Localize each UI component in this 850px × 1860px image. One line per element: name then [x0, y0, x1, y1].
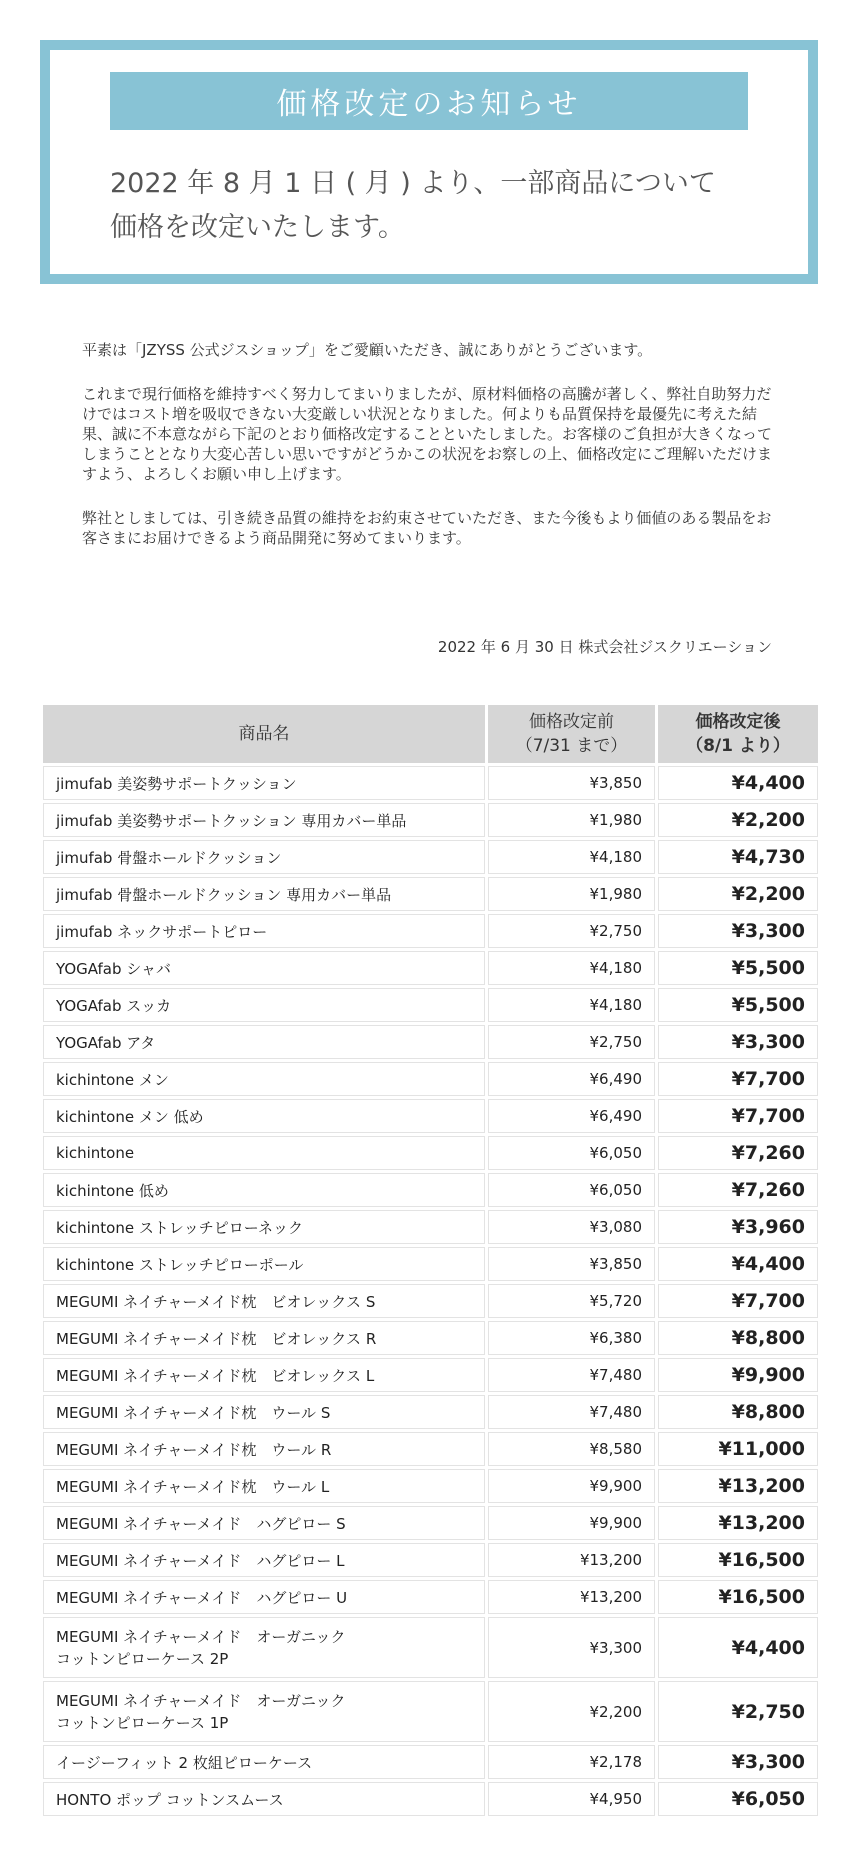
- price-before-cell: ¥6,490: [488, 1062, 655, 1096]
- product-name: MEGUMI ネイチャーメイド ハグピロー U: [56, 1588, 348, 1607]
- product-name: MEGUMI ネイチャーメイド枕 ウール S: [56, 1403, 331, 1422]
- price-before-cell: ¥7,480: [488, 1395, 655, 1429]
- product-name-cell: [43, 1782, 485, 1816]
- header-before-label: 価格改定前: [529, 712, 614, 732]
- table-row: [43, 914, 818, 948]
- table-row: [43, 1321, 818, 1355]
- price-before-cell: ¥4,180: [488, 951, 655, 985]
- product-name: jimufab 骨盤ホールドクッション 専用カバー単品: [56, 885, 392, 904]
- price-before-cell: ¥2,750: [488, 1025, 655, 1059]
- price-after-cell: ¥13,200: [658, 1506, 818, 1540]
- product-name: MEGUMI ネイチャーメイド枕 ウール R: [56, 1440, 332, 1459]
- product-name-cell: [43, 1062, 485, 1096]
- price-after-cell: ¥7,260: [658, 1136, 818, 1170]
- price-after-cell: ¥8,800: [658, 1321, 818, 1355]
- table-row: [43, 1543, 818, 1577]
- price-before-cell: ¥2,178: [488, 1745, 655, 1779]
- price-after-cell: ¥6,050: [658, 1782, 818, 1816]
- product-name-cell: [43, 1173, 485, 1207]
- product-name-cell: [43, 1580, 485, 1614]
- price-after-cell: ¥9,900: [658, 1358, 818, 1392]
- price-before-cell: ¥3,080: [488, 1210, 655, 1244]
- product-name-cell: [43, 1432, 485, 1466]
- table-row: [43, 1617, 818, 1678]
- product-name-cell: [43, 1284, 485, 1318]
- product-name: MEGUMI ネイチャーメイド ハグピロー S: [56, 1514, 346, 1533]
- table-row: [43, 1358, 818, 1392]
- product-name-cell: [43, 803, 485, 837]
- price-before-cell: ¥6,050: [488, 1136, 655, 1170]
- product-name: MEGUMI ネイチャーメイド枕 ビオレックス S: [56, 1292, 376, 1311]
- product-name-line-2: コットンピローケース 2P: [56, 1649, 229, 1668]
- table-row: [43, 877, 818, 911]
- product-name: MEGUMI ネイチャーメイド オーガニック: [56, 1627, 346, 1646]
- price-after-cell: ¥13,200: [658, 1469, 818, 1503]
- price-before-cell: ¥3,850: [488, 766, 655, 800]
- price-after-cell: ¥2,200: [658, 877, 818, 911]
- product-name-cell: [43, 840, 485, 874]
- table-row: [43, 1247, 818, 1281]
- greeting-paragraph: 平素は「JZYSS 公式ジスショップ」をご愛顧いただき、誠にありがとうございます。: [82, 341, 653, 359]
- product-name: MEGUMI ネイチャーメイド枕 ウール L: [56, 1477, 330, 1496]
- table-row: [43, 1395, 818, 1429]
- price-before-cell: ¥8,580: [488, 1432, 655, 1466]
- product-name-cell: [43, 1358, 485, 1392]
- header-price-after: [658, 705, 818, 763]
- product-name: jimufab 骨盤ホールドクッション: [56, 848, 282, 867]
- product-name: MEGUMI ネイチャーメイド枕 ビオレックス L: [56, 1366, 375, 1385]
- price-after-cell: ¥4,400: [658, 1247, 818, 1281]
- product-name-cell: [43, 914, 485, 948]
- notice-title: 価格改定のお知らせ: [110, 72, 748, 130]
- price-after-cell: ¥2,200: [658, 803, 818, 837]
- product-name: YOGAfab シャバ: [56, 959, 171, 978]
- product-name: MEGUMI ネイチャーメイド枕 ビオレックス R: [56, 1329, 377, 1348]
- price-before-cell: ¥6,490: [488, 1099, 655, 1133]
- product-name-line-2: コットンピローケース 1P: [56, 1713, 229, 1732]
- product-name: jimufab 美姿勢サポートクッション: [56, 774, 297, 793]
- price-after-cell: ¥2,750: [658, 1681, 818, 1742]
- price-after-cell: ¥16,500: [658, 1543, 818, 1577]
- price-before-cell: ¥2,200: [488, 1681, 655, 1742]
- table-row: [43, 803, 818, 837]
- product-name: イージーフィット 2 枚組ピローケース: [56, 1753, 313, 1772]
- notice-frame: [40, 40, 818, 284]
- price-after-cell: ¥5,500: [658, 988, 818, 1022]
- product-name-cell: [43, 1136, 485, 1170]
- price-before-cell: ¥6,380: [488, 1321, 655, 1355]
- price-after-cell: ¥3,300: [658, 914, 818, 948]
- commitment-paragraph: 弊社としましては、引き続き品質の維持をお約束させていただき、また今後もより価値のある製品をお客さまにお届けできるよう商品開発に努めてまいります。: [82, 509, 772, 547]
- product-name-cell: [43, 1469, 485, 1503]
- product-name-cell: [43, 1247, 485, 1281]
- header-before-period: （7/31 まで）: [515, 736, 628, 756]
- product-name-cell: [43, 1681, 485, 1742]
- price-after-cell: ¥3,960: [658, 1210, 818, 1244]
- header-product-name: 商品名: [43, 705, 485, 763]
- product-name-cell: [43, 1025, 485, 1059]
- price-before-cell: ¥4,180: [488, 840, 655, 874]
- notice-body: [82, 340, 777, 572]
- product-name-cell: [43, 1745, 485, 1779]
- price-after-cell: ¥3,300: [658, 1745, 818, 1779]
- product-name-cell: [43, 988, 485, 1022]
- price-before-cell: ¥5,720: [488, 1284, 655, 1318]
- table-row: [43, 1284, 818, 1318]
- headline-line-1: 2022 年 8 月 1 日 ( 月 ) より、一部商品について: [110, 168, 716, 199]
- product-name-cell: [43, 1617, 485, 1678]
- price-after-cell: ¥8,800: [658, 1395, 818, 1429]
- price-after-cell: ¥7,260: [658, 1173, 818, 1207]
- product-name: kichintone 低め: [56, 1181, 169, 1200]
- price-before-cell: ¥13,200: [488, 1580, 655, 1614]
- product-name: kichintone メン 低め: [56, 1107, 204, 1126]
- table-row: [43, 1062, 818, 1096]
- product-name-cell: [43, 766, 485, 800]
- product-name: MEGUMI ネイチャーメイド オーガニック: [56, 1691, 346, 1710]
- price-after-cell: ¥7,700: [658, 1284, 818, 1318]
- table-row: [43, 766, 818, 800]
- price-after-cell: ¥7,700: [658, 1062, 818, 1096]
- product-name: jimufab ネックサポートピロー: [56, 922, 268, 941]
- price-before-cell: ¥9,900: [488, 1469, 655, 1503]
- table-row: [43, 1782, 818, 1816]
- header-after-label: 価格改定後: [695, 712, 781, 732]
- table-header-row: [43, 705, 818, 763]
- table-row: [43, 1469, 818, 1503]
- price-after-cell: ¥11,000: [658, 1432, 818, 1466]
- product-name-cell: [43, 951, 485, 985]
- table-row: [43, 1432, 818, 1466]
- price-before-cell: ¥7,480: [488, 1358, 655, 1392]
- table-row: [43, 951, 818, 985]
- table-row: [43, 1681, 818, 1742]
- price-rows: [43, 766, 818, 1816]
- product-name: kichintone メン: [56, 1070, 169, 1089]
- product-name-cell: [43, 1321, 485, 1355]
- price-before-cell: ¥13,200: [488, 1543, 655, 1577]
- product-name: MEGUMI ネイチャーメイド ハグピロー L: [56, 1551, 345, 1570]
- headline-line-2: 価格を改定いたします。: [110, 212, 405, 243]
- product-name: HONTO ポップ コットンスムース: [56, 1790, 284, 1809]
- table-row: [43, 1506, 818, 1540]
- price-before-cell: ¥1,980: [488, 803, 655, 837]
- price-before-cell: ¥3,300: [488, 1617, 655, 1678]
- signature: 2022 年 6 月 30 日 株式会社ジスクリエーション: [437, 638, 772, 656]
- product-name-cell: [43, 877, 485, 911]
- price-before-cell: ¥4,180: [488, 988, 655, 1022]
- product-name: YOGAfab スッカ: [56, 996, 172, 1015]
- price-after-cell: ¥16,500: [658, 1580, 818, 1614]
- table-row: [43, 1173, 818, 1207]
- price-before-cell: ¥6,050: [488, 1173, 655, 1207]
- table-row: [43, 1580, 818, 1614]
- product-name-cell: [43, 1395, 485, 1429]
- product-name: YOGAfab アタ: [56, 1033, 156, 1052]
- notice-headline: [110, 162, 760, 250]
- price-after-cell: ¥3,300: [658, 1025, 818, 1059]
- header-price-before: [488, 705, 655, 763]
- price-before-cell: ¥9,900: [488, 1506, 655, 1540]
- price-before-cell: ¥4,950: [488, 1782, 655, 1816]
- price-before-cell: ¥2,750: [488, 914, 655, 948]
- product-name-cell: [43, 1543, 485, 1577]
- product-name: kichintone ストレッチピローネック: [56, 1218, 303, 1237]
- table-row: [43, 1099, 818, 1133]
- product-name-cell: [43, 1210, 485, 1244]
- product-name: kichintone: [56, 1144, 135, 1162]
- product-name-cell: [43, 1506, 485, 1540]
- header-after-period: （8/1 より）: [686, 736, 790, 756]
- price-table: [40, 702, 821, 1819]
- product-name-cell: [43, 1099, 485, 1133]
- table-row: [43, 840, 818, 874]
- table-row: [43, 1745, 818, 1779]
- price-after-cell: ¥4,400: [658, 766, 818, 800]
- product-name: jimufab 美姿勢サポートクッション 専用カバー単品: [56, 811, 407, 830]
- price-after-cell: ¥4,400: [658, 1617, 818, 1678]
- price-before-cell: ¥1,980: [488, 877, 655, 911]
- table-row: [43, 1025, 818, 1059]
- price-before-cell: ¥3,850: [488, 1247, 655, 1281]
- price-after-cell: ¥4,730: [658, 840, 818, 874]
- reason-paragraph: これまで現行価格を維持すべく努力してまいりましたが、原材料価格の高騰が著しく、弊社自助努力だけではコスト増を吸収できない大変厳しい状況となりました。何よりも品質保持を最優先に考えた結果、誠に不本意ながら下記のとおり価格改定することといたしました。お客様のご負担が大きくなってしまうこととなり大変心苦しい思いですがどうかこの状況をお察しの上、価格改定にご理解いただけますよう、よろしくお願い申し上げます。: [82, 385, 773, 483]
- table-row: [43, 1210, 818, 1244]
- price-after-cell: ¥5,500: [658, 951, 818, 985]
- product-name: kichintone ストレッチピローポール: [56, 1255, 304, 1274]
- table-row: [43, 1136, 818, 1170]
- table-row: [43, 988, 818, 1022]
- price-after-cell: ¥7,700: [658, 1099, 818, 1133]
